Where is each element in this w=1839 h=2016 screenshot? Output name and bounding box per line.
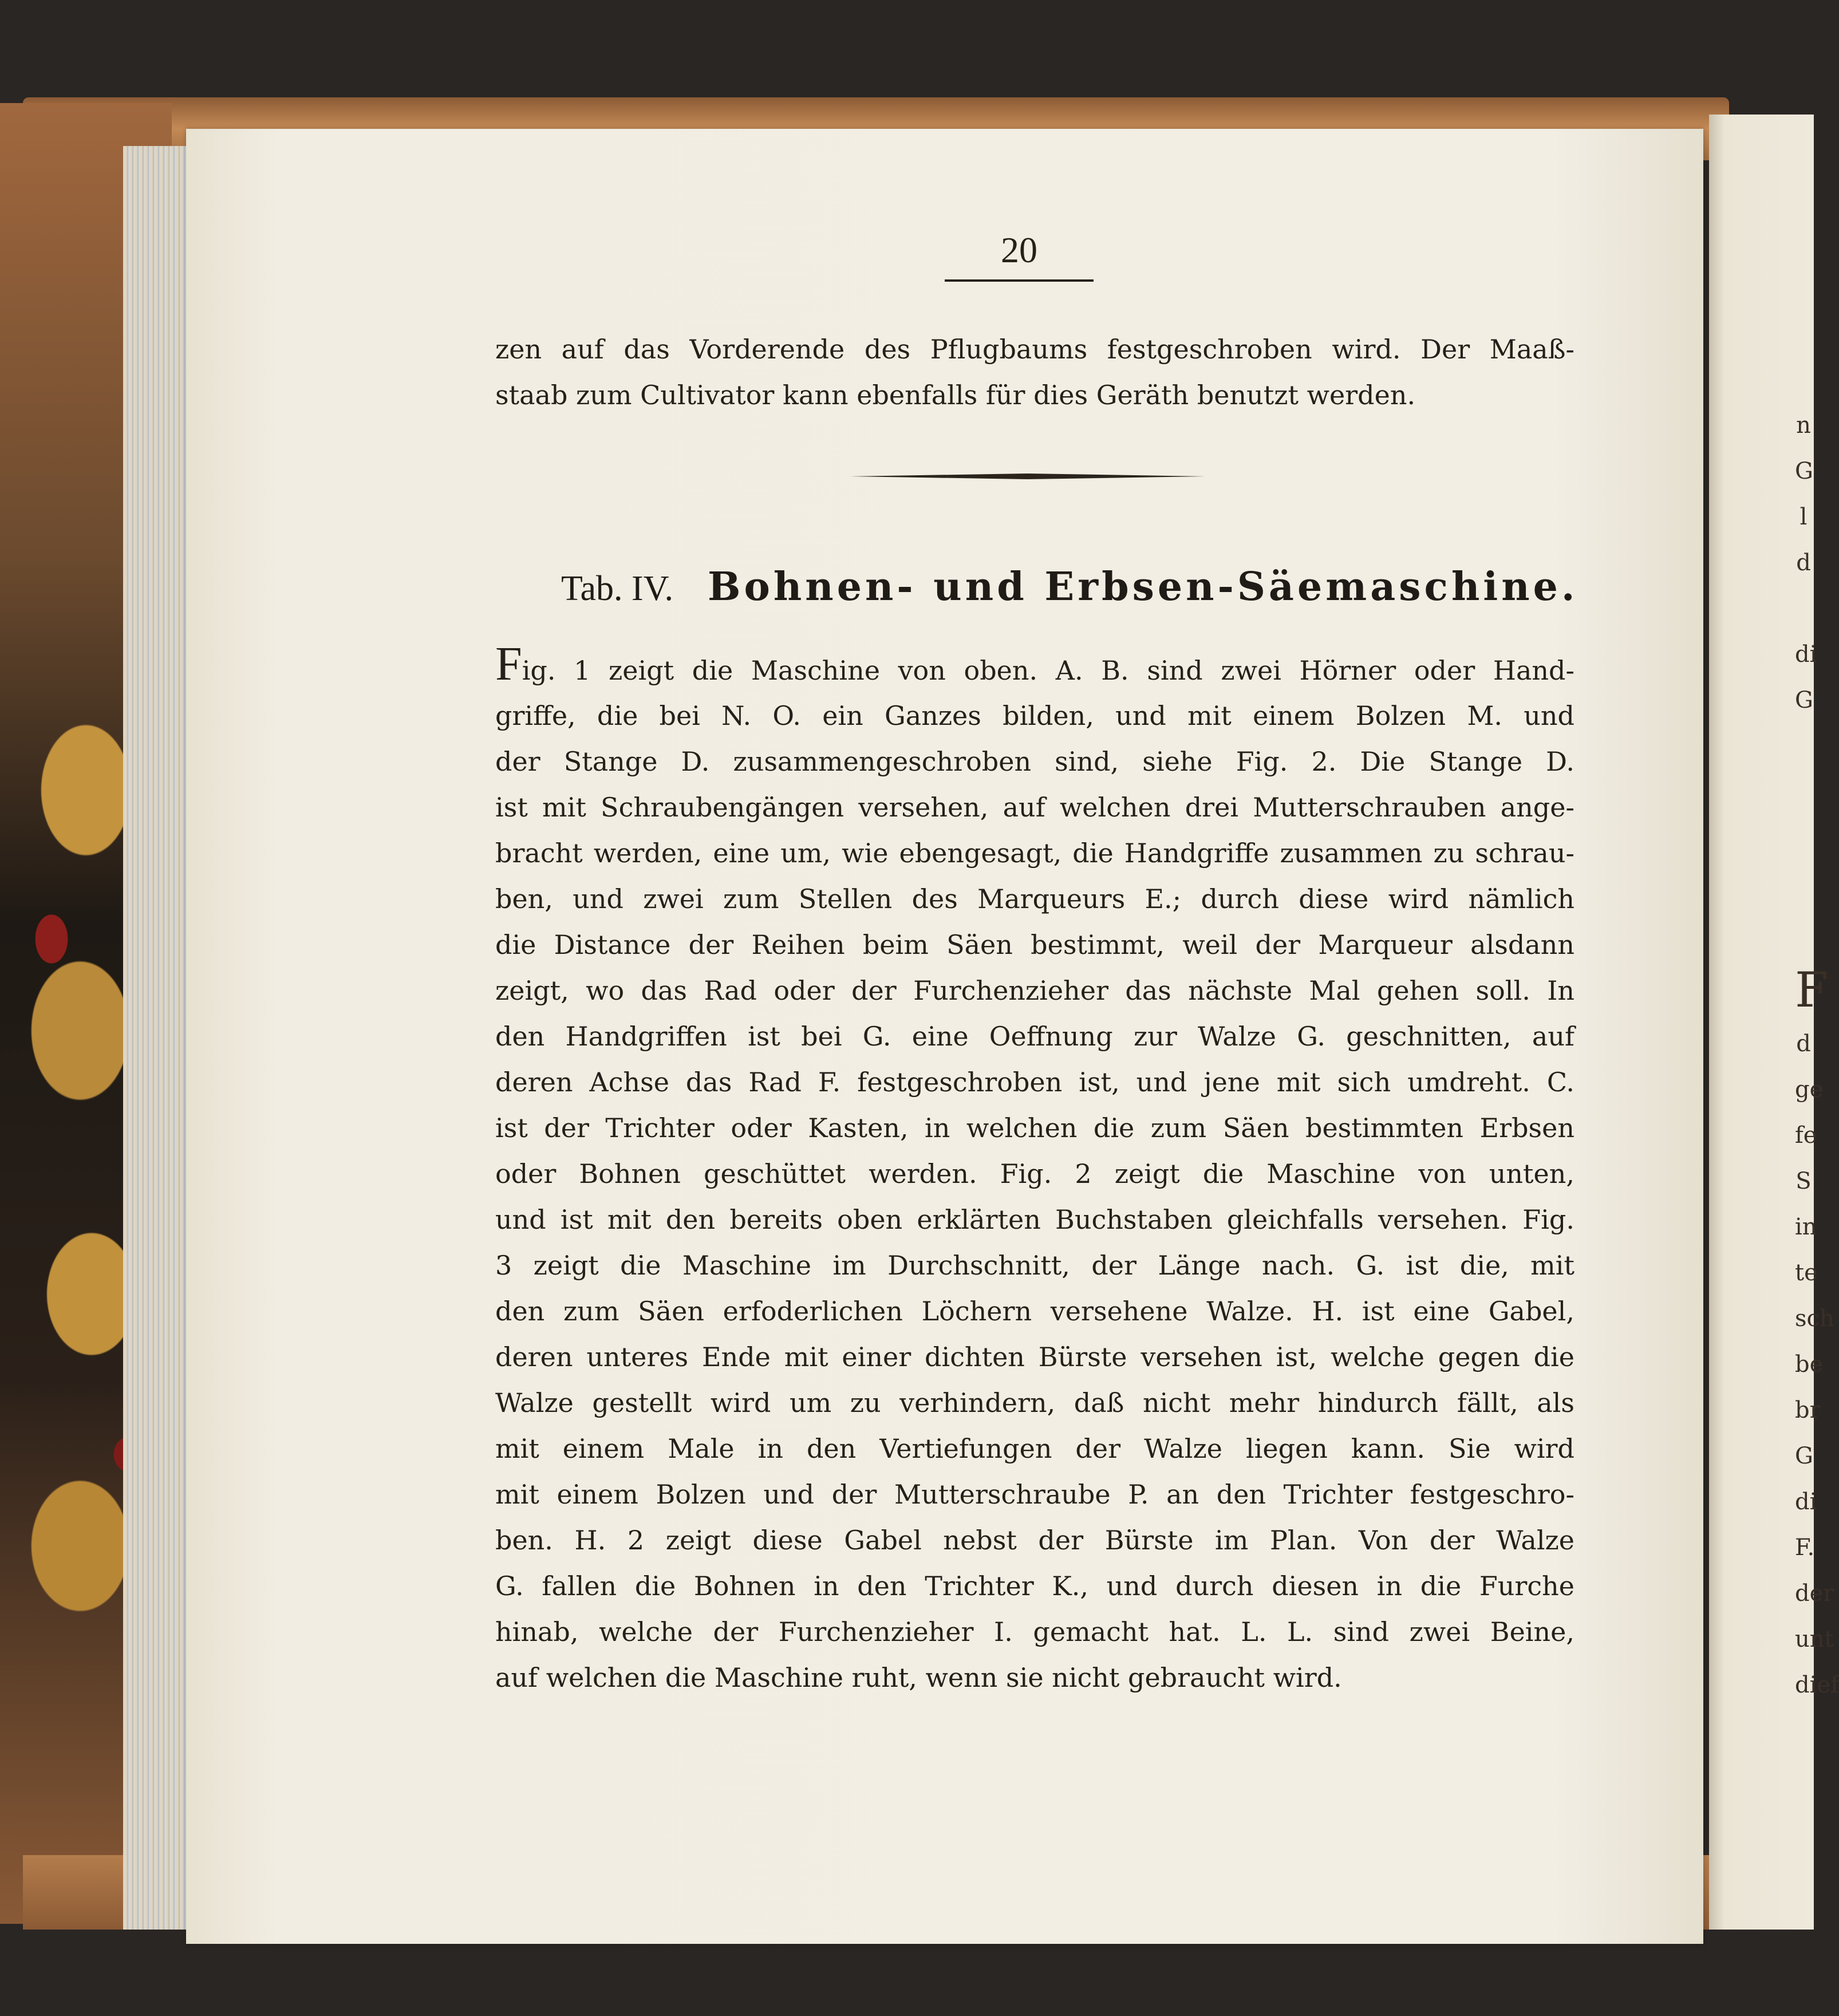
facing-page-fragment: br — [1795, 1397, 1821, 1423]
text-line: mit einem Male in den Vertiefungen der Walze liegen kann. Sie wird — [495, 1433, 1574, 1464]
section-title: Bohnen- und Erbsen-Säemaschine. — [708, 564, 1578, 610]
text-line: 3 zeigt die Maschine im Durchschnitt, der Länge nach. G. ist die, mit — [495, 1250, 1574, 1281]
text-line: hinab, welche der Furchenzieher I. gemacht hat. L. L. sind zwei Beine, — [495, 1616, 1574, 1647]
text-line-rest: ig. 1 zeigt die Maschine von oben. A. B. sind zwei Hörner oder Hand- — [522, 655, 1574, 686]
text-line: G. fallen die Bohnen in den Trichter K., und durch diesen in die Furche — [495, 1571, 1574, 1601]
facing-page-fragment: der — [1795, 1580, 1834, 1607]
facing-page-fragment: F. — [1795, 1534, 1815, 1561]
text-line: den Handgriffen ist bei G. eine Oeffnung zur Walze G. geschnitten, auf — [495, 1021, 1574, 1052]
text-line: staab zum Cultivator kann ebenfalls für dies Geräth benutzt werden. — [495, 380, 1416, 411]
facing-page-fragment: ge — [1795, 1076, 1824, 1103]
text-line: und ist mit den bereits oben erklärten Buchstaben gleichfalls versehen. Fig. — [495, 1204, 1574, 1235]
page-number-rule — [945, 279, 1094, 282]
facing-page-fragment: d — [1796, 550, 1811, 576]
text-line: die Distance der Reihen beim Säen bestimmt, weil der Marqueur alsdann — [495, 929, 1574, 960]
facing-page — [1709, 115, 1839, 1930]
body-paragraph — [495, 637, 1574, 1701]
text-line: griffe, die bei N. O. ein Ganzes bilden, und mit einem Bolzen M. und — [495, 700, 1574, 731]
facing-page-fragment: G — [1795, 1443, 1813, 1469]
facing-page-fragment: di — [1795, 1489, 1817, 1515]
text-line-first — [495, 637, 1574, 693]
text-line: ben, und zwei zum Stellen des Marqueurs E.; durch diese wird nämlich — [495, 883, 1574, 914]
text-line: den zum Säen erfoderlichen Löchern versehene Walze. H. ist eine Gabel, — [495, 1296, 1574, 1327]
facing-page-fragment: sch — [1795, 1305, 1834, 1332]
facing-page-fragment: be — [1795, 1351, 1824, 1378]
text-line: auf welchen die Maschine ruht, wenn sie nicht gebraucht wird. — [495, 1662, 1342, 1693]
text-line: bracht werden, eine um, wie ebengesagt, die Handgriffe zusammen zu schrau- — [495, 838, 1574, 869]
text-line: zeigt, wo das Rad oder der Furchenzieher das nächste Mal gehen soll. In — [495, 975, 1574, 1006]
page-number: 20 — [1001, 230, 1037, 270]
facing-page-fragment: n — [1796, 412, 1811, 439]
facing-page-fragment: in — [1795, 1214, 1817, 1240]
facing-page-fragment: d — [1796, 1031, 1811, 1057]
text-line: zen auf das Vorderende des Pflugbaums festgeschroben wird. Der Maaß- — [495, 334, 1574, 365]
text-line: deren Achse das Rad F. festgeschroben ist, und jene mit sich umdreht. C. — [495, 1067, 1574, 1098]
facing-page-fragment: S — [1795, 1168, 1812, 1194]
section-divider-ornament — [850, 473, 1205, 480]
section-heading — [561, 564, 1578, 610]
text-line: deren unteres Ende mit einer dichten Bürste versehen ist, welche gegen die — [495, 1342, 1574, 1372]
table-reference: Tab. IV. — [561, 569, 673, 608]
facing-page-fragment: unt — [1795, 1626, 1834, 1652]
text-line: ist der Trichter oder Kasten, in welchen die zum Säen bestimmten Erbsen — [495, 1112, 1574, 1143]
facing-page-fragment: di — [1795, 641, 1817, 668]
text-line: Walze gestellt wird um zu verhindern, daß nicht mehr hindurch fällt, als — [495, 1387, 1574, 1418]
facing-page-fragment: G — [1795, 458, 1813, 484]
facing-page-fragment: dief — [1795, 1672, 1839, 1698]
facing-page-fragment: te — [1795, 1260, 1818, 1286]
text-line: oder Bohnen geschüttet werden. Fig. 2 zeigt die Maschine von unten, — [495, 1158, 1574, 1189]
continuation-paragraph — [495, 326, 1574, 418]
text-line: ist mit Schraubengängen versehen, auf welchen drei Mutterschrauben ange- — [495, 792, 1574, 823]
initial-letter: F — [495, 637, 522, 691]
text-line: mit einem Bolzen und der Mutterschraube P. an den Trichter festgeschro- — [495, 1479, 1574, 1510]
facing-page-fragment: l — [1799, 504, 1808, 530]
text-line: der Stange D. zusammengeschroben sind, siehe Fig. 2. Die Stange D. — [495, 746, 1574, 777]
facing-page-fragment: fe — [1795, 1122, 1817, 1149]
facing-page-fragment: F — [1795, 962, 1829, 1018]
text-line: ben. H. 2 zeigt diese Gabel nebst der Bürste im Plan. Von der Walze — [495, 1525, 1574, 1556]
facing-page-fragment: G — [1795, 687, 1813, 713]
